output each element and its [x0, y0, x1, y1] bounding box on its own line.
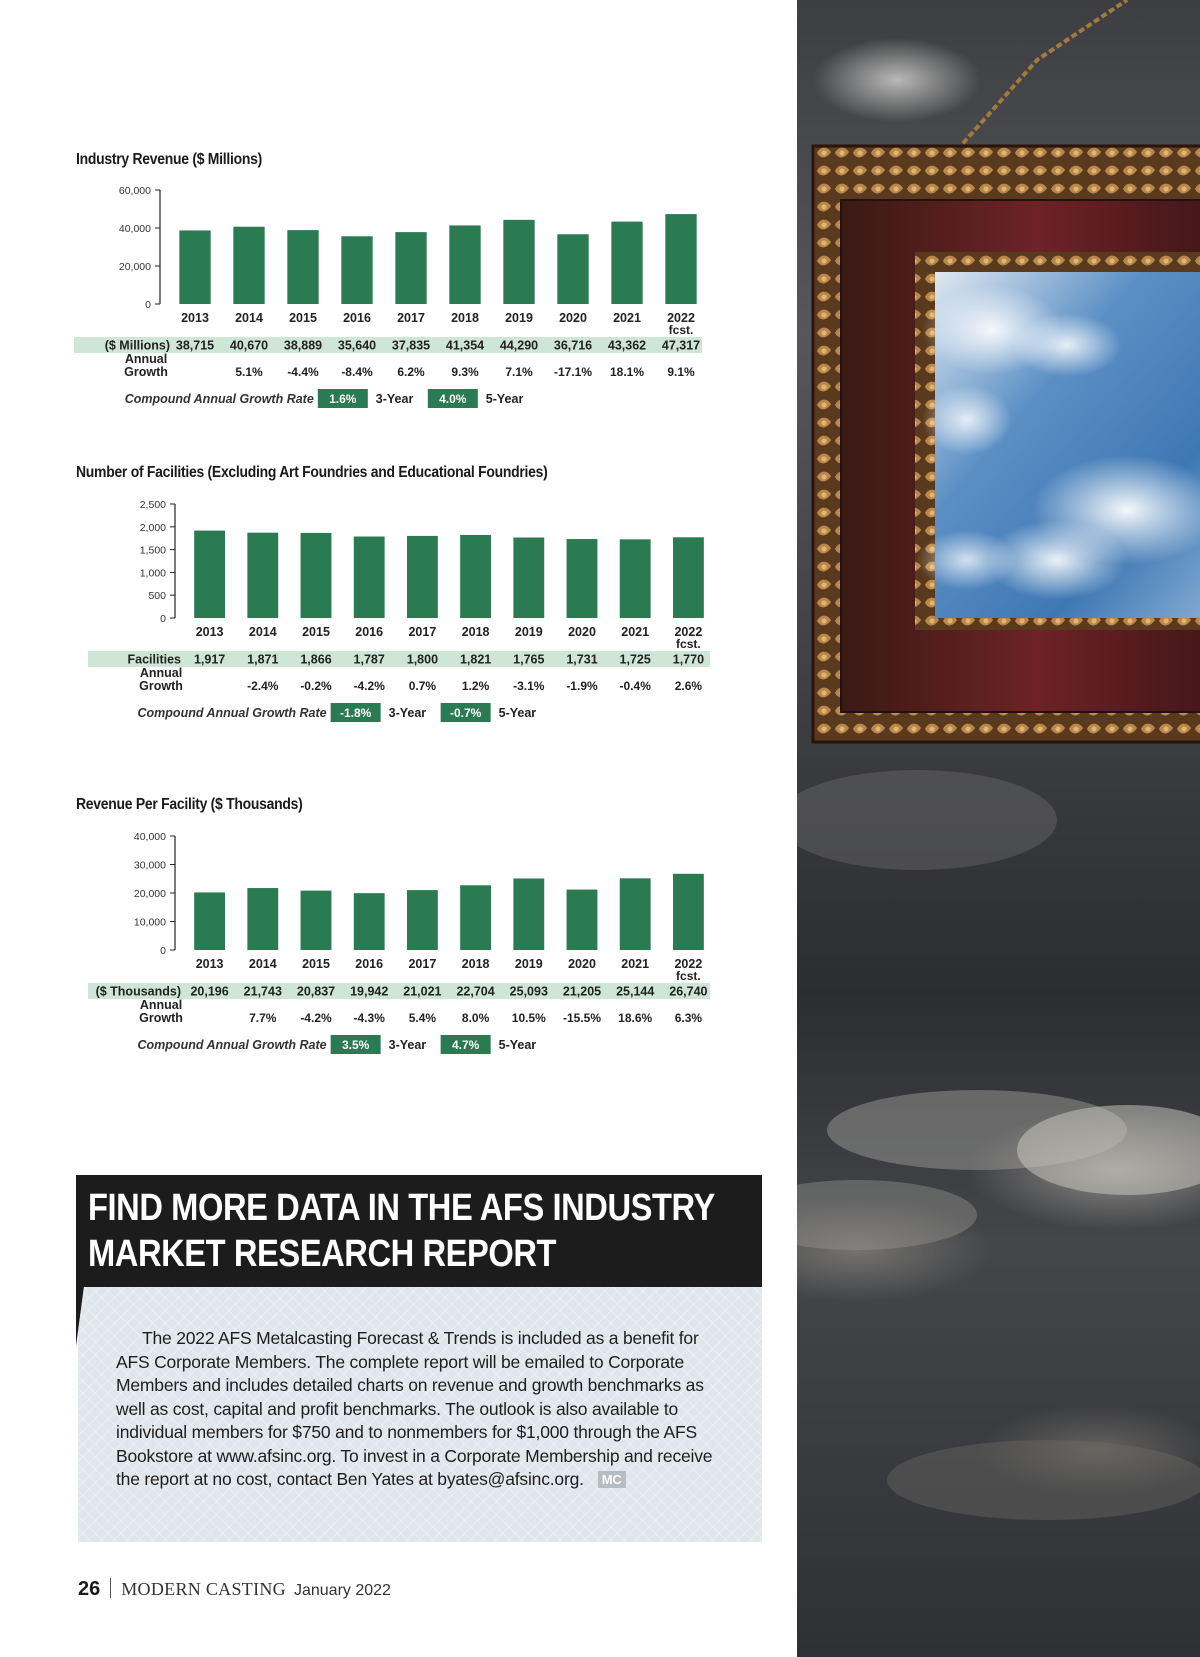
data-value-label: 1,917 — [193, 652, 226, 667]
bar — [301, 891, 332, 950]
x-tick-label: 2017 — [397, 311, 425, 325]
bar — [449, 225, 480, 304]
growth-value-label: 6.2% — [397, 365, 425, 379]
growth-value-label: -0.4% — [619, 679, 651, 693]
x-tick-label: 2022 — [667, 311, 695, 325]
growth-value-label: 1.2% — [461, 679, 490, 693]
data-value-label: 1,770 — [672, 652, 705, 667]
growth-value-label: -0.2% — [300, 679, 332, 693]
cagr-3-year-value: -1.8% — [339, 706, 372, 720]
y-tick-label: 1,500 — [139, 544, 166, 557]
bar — [665, 214, 696, 304]
data-value-label: 1,787 — [353, 652, 385, 667]
bar — [287, 230, 318, 304]
bar — [513, 538, 544, 618]
callout-title-line-2: MARKET RESEARCH REPORT — [88, 1233, 557, 1275]
bar — [557, 234, 588, 304]
cagr-label: Compound Annual Growth Rate — [124, 392, 314, 406]
growth-value-label: 9.1% — [667, 365, 695, 379]
growth-value-label: 2.6% — [674, 679, 703, 693]
bar — [620, 878, 651, 950]
growth-value-label: 9.3% — [451, 365, 479, 379]
data-value-label: 47,317 — [661, 338, 701, 353]
x-tick-label: 2015 — [302, 625, 330, 639]
growth-value-label: -4.2% — [353, 679, 385, 693]
growth-label-line-1: Annual — [139, 998, 183, 1012]
chart-title-revenue: Industry Revenue ($ Millions) — [76, 151, 262, 168]
growth-value-label: -17.1% — [553, 365, 593, 379]
x-tick-label: 2020 — [568, 625, 596, 639]
data-value-label: 22,704 — [456, 984, 495, 999]
revenue-chart — [70, 178, 720, 428]
growth-label-line-1: Annual — [139, 666, 183, 680]
bar — [341, 236, 372, 304]
bar — [233, 227, 264, 304]
x-tick-label: 2014 — [235, 311, 263, 325]
cagr-3-year-label: 3-Year — [388, 706, 427, 720]
y-tick-label: 40,000 — [118, 223, 151, 235]
bar — [194, 531, 225, 618]
y-tick-label: 10,000 — [133, 916, 166, 929]
bar — [301, 533, 332, 618]
bar — [179, 230, 210, 304]
growth-value-label: 18.6% — [618, 1011, 653, 1025]
x-tick-label: 2018 — [461, 957, 490, 971]
page-number: 26 — [78, 1578, 101, 1600]
y-tick-label: 1,000 — [139, 567, 166, 580]
footer-divider — [110, 1578, 111, 1598]
bar — [567, 890, 598, 950]
magazine-name: MODERN CASTING — [121, 1579, 286, 1599]
x-tick-label: 2019 — [514, 957, 543, 971]
data-value-label: 1,731 — [566, 652, 598, 667]
revenue-per-facility-chart — [70, 824, 720, 1074]
x-tick-label: 2013 — [195, 957, 224, 971]
data-value-label: 1,821 — [459, 652, 492, 667]
bar — [673, 537, 704, 618]
forecast-note: fcst. — [676, 969, 701, 983]
growth-value-label: 5.4% — [408, 1011, 437, 1025]
value-row-label: ($ Thousands) — [95, 984, 181, 999]
callout-header — [76, 1175, 762, 1287]
growth-value-label: 0.7% — [408, 679, 437, 693]
data-value-label: 36,716 — [553, 338, 593, 353]
y-tick-label: 30,000 — [133, 859, 166, 872]
data-value-label: 40,670 — [229, 338, 269, 353]
data-value-label: 21,205 — [562, 984, 602, 999]
x-tick-label: 2022 — [674, 957, 703, 971]
cagr-5-year-value: -0.7% — [449, 706, 482, 720]
data-value-label: 1,800 — [406, 652, 439, 667]
value-row-label: Facilities — [127, 652, 181, 667]
y-tick-label: 0 — [160, 613, 166, 625]
data-value-label: 25,093 — [509, 984, 548, 999]
value-row-label: ($ Millions) — [104, 338, 170, 353]
cagr-3-year-label: 3-Year — [388, 1038, 427, 1052]
page-footer — [78, 1578, 391, 1604]
data-value-label: 21,021 — [403, 984, 442, 999]
y-tick-label: 2,000 — [139, 521, 166, 534]
y-tick-label: 40,000 — [133, 831, 166, 843]
chart-title-revenue-per-facility: Revenue Per Facility ($ Thousands) — [76, 796, 303, 813]
data-value-label: 20,837 — [296, 984, 336, 999]
x-tick-label: 2016 — [355, 957, 384, 971]
growth-value-label: 18.1% — [609, 365, 645, 379]
cagr-5-year-label: 5-Year — [498, 1038, 537, 1052]
x-tick-label: 2017 — [408, 625, 437, 639]
growth-value-label: 5.1% — [235, 365, 263, 379]
bar — [354, 893, 385, 950]
framed-sky-photo — [797, 0, 1200, 1657]
picture-frame-illustration — [797, 0, 1200, 1657]
growth-value-label: -3.1% — [513, 679, 545, 693]
x-tick-label: 2021 — [613, 311, 641, 325]
cagr-5-year-label: 5-Year — [485, 392, 524, 406]
growth-value-label: 10.5% — [511, 1011, 546, 1025]
bar — [513, 878, 544, 950]
data-value-label: 44,290 — [499, 338, 539, 353]
y-tick-label: 20,000 — [133, 888, 166, 900]
x-tick-label: 2016 — [355, 625, 384, 639]
x-tick-label: 2021 — [621, 957, 650, 971]
bar — [407, 890, 438, 950]
data-value-label: 19,942 — [350, 984, 389, 999]
bar — [460, 535, 491, 618]
x-tick-label: 2022 — [674, 625, 703, 639]
growth-label-line-1: Annual — [124, 352, 168, 366]
y-tick-label: 20,000 — [118, 261, 151, 273]
y-tick-label: 0 — [160, 945, 166, 957]
forecast-note: fcst. — [676, 637, 701, 651]
end-mark-badge: MC — [598, 1471, 626, 1488]
cagr-3-year-value: 3.5% — [341, 1038, 370, 1052]
callout-paragraph: The 2022 AFS Metalcasting Forecast & Trends is included as a benefit for AFS Corporate Members. The complete report will be emailed to Corporate Members and includes detailed charts on revenue and growth benchmarks as well as cost, capital and profit benchmarks. The outlook is also available to individual members for $750 and to nonmembers for $1,000 through the AFS Bookstore at www.afsinc.org. To invest in a Corporate Membership and receive the report at no cost, contact Ben Yates at byates@afsinc.org. — [116, 1328, 713, 1489]
cagr-5-year-value: 4.0% — [439, 392, 467, 406]
cagr-3-year-label: 3-Year — [375, 392, 414, 406]
growth-value-label: 7.1% — [505, 365, 533, 379]
bar — [194, 892, 225, 950]
data-value-label: 1,765 — [513, 652, 545, 667]
growth-value-label: -4.2% — [300, 1011, 332, 1025]
callout-title — [88, 1185, 715, 1277]
data-value-label: 38,889 — [283, 338, 323, 353]
y-tick-label: 60,000 — [118, 185, 151, 197]
bar — [460, 885, 491, 950]
bar — [503, 220, 534, 304]
x-tick-label: 2017 — [408, 957, 437, 971]
data-value-label: 20,196 — [190, 984, 229, 999]
data-value-label: 21,743 — [243, 984, 282, 999]
cagr-5-year-label: 5-Year — [498, 706, 537, 720]
growth-value-label: 8.0% — [461, 1011, 490, 1025]
chart-title-facilities: Number of Facilities (Excluding Art Foundries and Educational Foundries) — [76, 464, 548, 481]
data-value-label: 35,640 — [337, 338, 377, 353]
x-tick-label: 2013 — [181, 311, 209, 325]
bar — [395, 232, 426, 304]
x-tick-label: 2014 — [248, 625, 277, 639]
bar — [354, 537, 385, 618]
x-tick-label: 2014 — [248, 957, 277, 971]
data-value-label: 1,866 — [300, 652, 332, 667]
x-tick-label: 2021 — [621, 625, 650, 639]
data-value-label: 43,362 — [607, 338, 647, 353]
callout-body — [78, 1287, 762, 1542]
issue-date: January 2022 — [293, 1582, 391, 1599]
data-value-label: 25,144 — [616, 984, 655, 999]
bar — [611, 222, 642, 304]
facilities-chart — [70, 492, 720, 742]
bar — [247, 888, 278, 950]
x-tick-label: 2020 — [559, 311, 587, 325]
cagr-label: Compound Annual Growth Rate — [137, 706, 327, 720]
cagr-label: Compound Annual Growth Rate — [137, 1038, 327, 1052]
x-tick-label: 2018 — [451, 311, 479, 325]
growth-value-label: -2.4% — [247, 679, 279, 693]
growth-value-label: -1.9% — [566, 679, 598, 693]
callout-text — [116, 1327, 731, 1492]
growth-value-label: -8.4% — [341, 365, 373, 379]
growth-label-line-2: Growth — [139, 1011, 183, 1025]
cagr-3-year-value: 1.6% — [329, 392, 357, 406]
bar — [673, 874, 704, 950]
x-tick-label: 2019 — [505, 311, 533, 325]
x-tick-label: 2016 — [343, 311, 371, 325]
data-value-label: 1,725 — [619, 652, 651, 667]
data-value-label: 38,715 — [175, 338, 215, 353]
x-tick-label: 2020 — [568, 957, 596, 971]
x-tick-label: 2015 — [289, 311, 317, 325]
growth-label-line-2: Growth — [139, 679, 183, 693]
growth-value-label: -4.3% — [353, 1011, 385, 1025]
y-tick-label: 500 — [148, 590, 166, 603]
x-tick-label: 2019 — [514, 625, 543, 639]
callout-title-line-1: FIND MORE DATA IN THE AFS INDUSTRY — [88, 1187, 715, 1229]
callout-notch — [76, 1286, 84, 1346]
y-tick-label: 2,500 — [139, 499, 166, 511]
bar — [407, 536, 438, 618]
growth-value-label: 7.7% — [249, 1011, 277, 1025]
data-value-label: 37,835 — [391, 338, 431, 353]
value-row-band — [88, 651, 710, 667]
growth-label-line-2: Growth — [124, 365, 168, 379]
data-value-label: 1,871 — [247, 652, 279, 667]
growth-value-label: -4.4% — [287, 365, 319, 379]
growth-value-label: -15.5% — [562, 1011, 602, 1025]
bar — [567, 539, 598, 618]
x-tick-label: 2013 — [195, 625, 224, 639]
x-tick-label: 2018 — [461, 625, 490, 639]
cagr-5-year-value: 4.7% — [451, 1038, 480, 1052]
data-value-label: 41,354 — [445, 338, 485, 353]
x-tick-label: 2015 — [302, 957, 330, 971]
bar — [247, 533, 278, 618]
data-value-label: 26,740 — [669, 984, 708, 999]
bar — [620, 539, 651, 618]
forecast-note: fcst. — [668, 323, 694, 337]
growth-value-label: 6.3% — [674, 1011, 703, 1025]
y-tick-label: 0 — [145, 299, 151, 311]
